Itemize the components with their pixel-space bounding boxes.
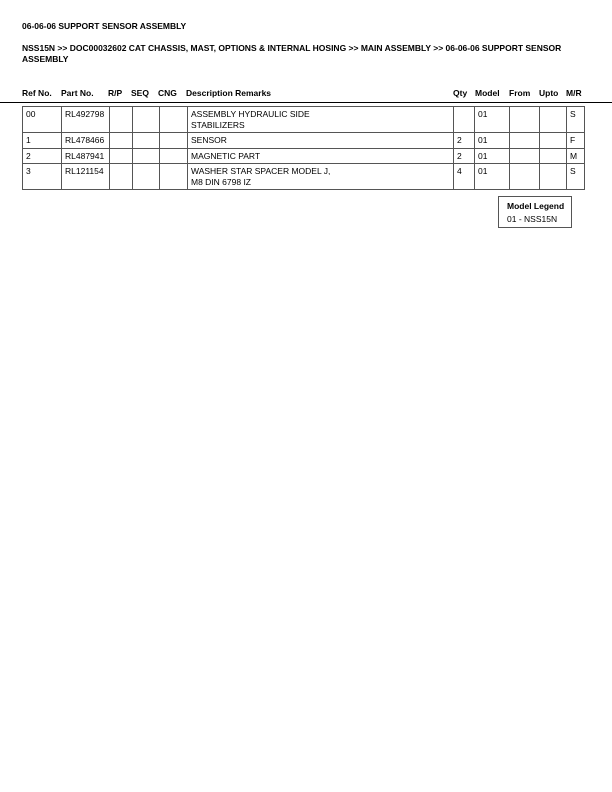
col-from-header: From	[509, 88, 531, 98]
cell-cng	[160, 107, 188, 133]
col-desc-header: Description Remarks	[186, 88, 272, 98]
cell-cng	[160, 148, 188, 164]
cell-from	[510, 148, 540, 164]
cell-seq	[133, 164, 160, 190]
col-mr-header: M/R	[566, 88, 582, 98]
cell-upto	[540, 164, 567, 190]
cell-from	[510, 164, 540, 190]
table-row	[23, 148, 585, 164]
table-row	[23, 107, 585, 133]
cell-upto	[540, 148, 567, 164]
col-part-header: Part No.	[61, 88, 94, 98]
model-legend-item: 01 - NSS15N	[507, 214, 558, 224]
cell-seq	[133, 107, 160, 133]
cell-ref: 00	[23, 107, 62, 133]
desc-line: ASSEMBLY HYDRAULIC SIDE	[191, 109, 310, 119]
model-legend	[498, 196, 572, 228]
page-title: 06-06-06 SUPPORT SENSOR ASSEMBLY	[22, 21, 187, 31]
col-model-header: Model	[475, 88, 500, 98]
parts-table	[22, 106, 585, 190]
col-qty-header: Qty	[453, 88, 468, 98]
cell-part: RL492798	[62, 107, 110, 133]
cell-part: RL487941	[62, 148, 110, 164]
cell-desc	[188, 148, 454, 164]
desc-line: M8 DIN 6798 IZ	[191, 176, 251, 187]
cell-qty: 2	[454, 148, 475, 164]
cell-rp	[110, 148, 133, 164]
col-rp-header: R/P	[108, 88, 123, 98]
cell-qty: 4	[454, 164, 475, 190]
cell-ref: 2	[23, 148, 62, 164]
cell-desc	[188, 107, 454, 133]
cell-mr: S	[567, 107, 585, 133]
breadcrumb: NSS15N >> DOC00032602 CAT CHASSIS, MAST, OPTIONS & INTERNAL HOSING >> MAIN ASSEMBLY >> 06-06-06 SUPPORT SENSOR ASSEMBLY	[22, 43, 562, 64]
cell-cng	[160, 164, 188, 190]
cell-rp	[110, 107, 133, 133]
cell-from	[510, 107, 540, 133]
col-seq-header: SEQ	[131, 88, 149, 98]
cell-ref: 1	[23, 133, 62, 149]
table-row	[23, 133, 585, 149]
desc-line: MAGNETIC PART	[191, 150, 261, 161]
col-cng-header: CNG	[158, 88, 177, 98]
cell-upto	[540, 107, 567, 133]
col-upto-header: Upto	[539, 88, 559, 98]
desc-line: WASHER STAR SPACER MODEL J,	[191, 166, 331, 176]
cell-mr: S	[567, 164, 585, 190]
cell-qty	[454, 107, 475, 133]
cell-cng	[160, 133, 188, 149]
cell-part: RL121154	[62, 164, 110, 190]
header-divider	[0, 102, 612, 103]
cell-model: 01	[475, 107, 510, 133]
cell-qty: 2	[454, 133, 475, 149]
desc-line: SENSOR	[191, 135, 227, 145]
cell-desc	[188, 164, 454, 190]
cell-from	[510, 133, 540, 149]
cell-model: 01	[475, 164, 510, 190]
desc-line: STABILIZERS	[191, 119, 245, 130]
table-row	[23, 164, 585, 190]
cell-rp	[110, 164, 133, 190]
cell-model: 01	[475, 148, 510, 164]
cell-part: RL478466	[62, 133, 110, 149]
cell-seq	[133, 133, 160, 149]
cell-rp	[110, 133, 133, 149]
cell-desc	[188, 133, 454, 149]
cell-seq	[133, 148, 160, 164]
cell-upto	[540, 133, 567, 149]
cell-ref: 3	[23, 164, 62, 190]
col-ref-header: Ref No.	[22, 88, 52, 98]
model-legend-title: Model Legend	[507, 201, 565, 211]
cell-mr: F	[567, 133, 585, 149]
cell-model: 01	[475, 133, 510, 149]
cell-mr: M	[567, 148, 585, 164]
